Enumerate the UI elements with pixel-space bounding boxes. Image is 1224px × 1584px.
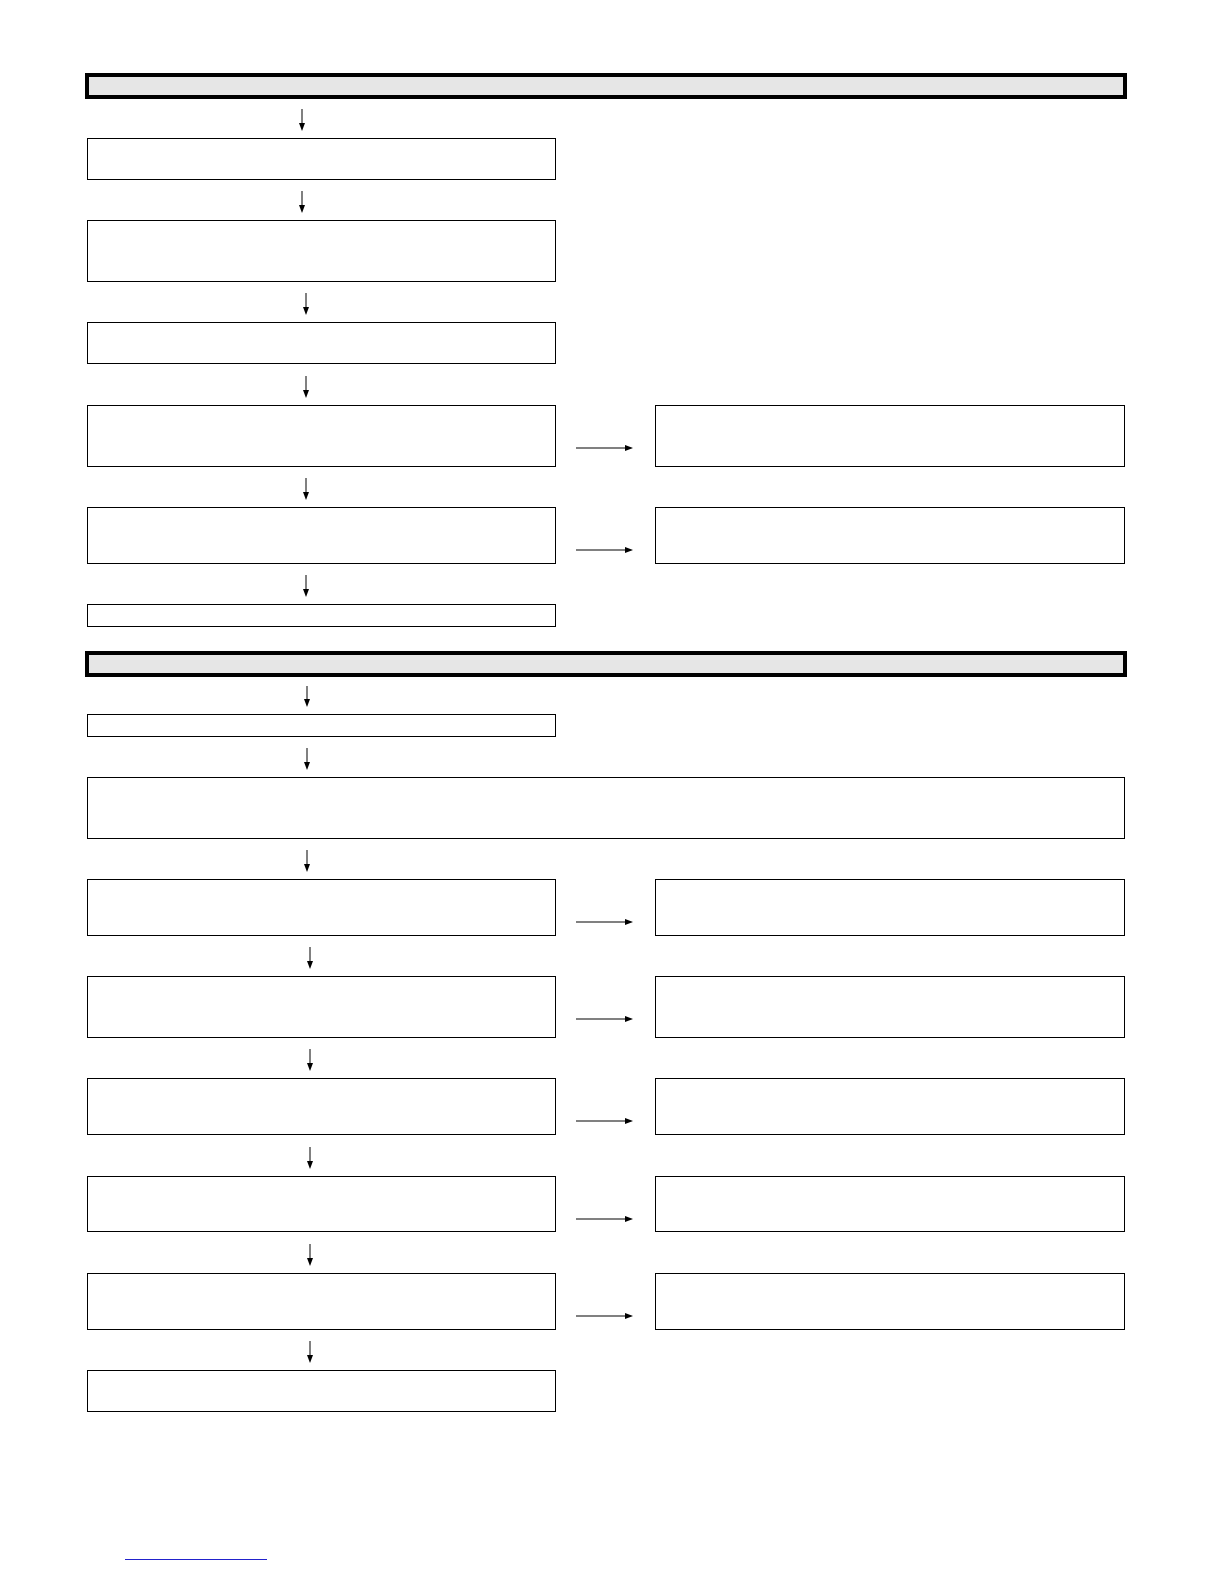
section-1-step-1-box xyxy=(87,138,556,180)
section-1-header xyxy=(85,73,1127,99)
section-1-step-4-side-box xyxy=(655,405,1125,467)
section-1-step-4-box xyxy=(87,405,556,467)
section-1-step-3-box xyxy=(87,322,556,364)
section-2-step-3-side-box xyxy=(655,879,1125,936)
section-2-step-4-box xyxy=(87,976,556,1038)
section-2-step-5-side-box xyxy=(655,1078,1125,1135)
section-2-step-6-side-box xyxy=(655,1176,1125,1232)
footer-link[interactable] xyxy=(125,1555,267,1560)
section-1-step-2-box xyxy=(87,220,556,282)
section-2-step-4-side-box xyxy=(655,976,1125,1038)
section-2-header xyxy=(85,651,1127,677)
section-2-step-5-box xyxy=(87,1078,556,1135)
section-2-step-8-box xyxy=(87,1370,556,1412)
section-2-step-7-box xyxy=(87,1273,556,1330)
section-1-step-5-box xyxy=(87,507,556,564)
section-2-step-1-box xyxy=(87,714,556,737)
section-2-step-3-box xyxy=(87,879,556,936)
section-1-step-6-box xyxy=(87,604,556,627)
section-1-step-5-side-box xyxy=(655,507,1125,564)
section-2-step-2-box xyxy=(87,777,1125,839)
section-2-step-7-side-box xyxy=(655,1273,1125,1330)
section-2-step-6-box xyxy=(87,1176,556,1232)
